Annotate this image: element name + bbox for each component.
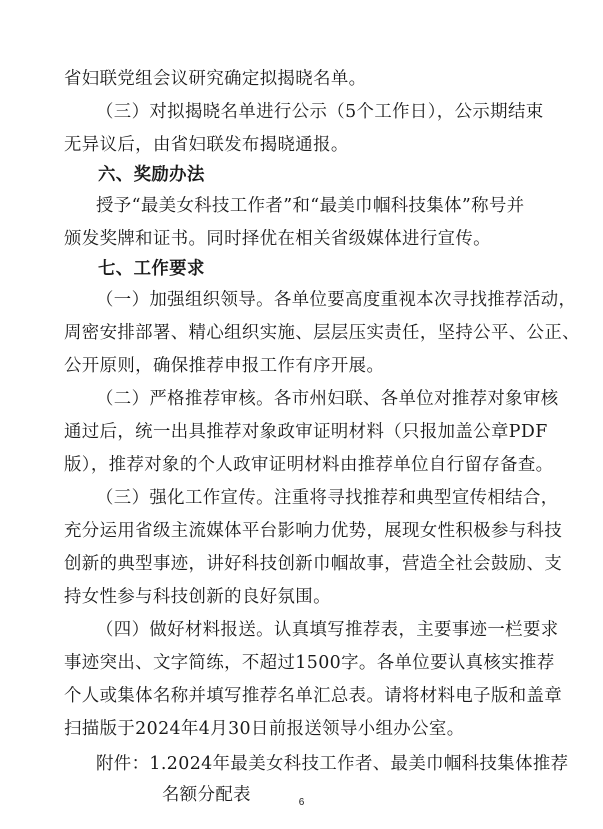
section-heading: 七、工作要求 <box>98 259 205 279</box>
text-line: （一）加强组织领导。各单位要高度重视本次寻找推荐活动， <box>96 290 577 310</box>
text-line: 版），推荐对象的个人政审证明材料由推荐单位自行留存备查。 <box>64 455 554 475</box>
text-line: （二）严格推荐审核。各市州妇联、各单位对推荐对象审核 <box>96 389 559 409</box>
text-line: 持女性参与科技创新的良好氛围。 <box>64 587 331 607</box>
text-line: 创新的典型事迹，讲好科技创新巾帼故事，营造全社会鼓励、支 <box>64 554 563 574</box>
text-line: （三）对拟揭晓名单进行公示（5个工作日），公示期结束 <box>96 102 544 122</box>
text-line: 公开原则，确保推荐申报工作有序开展。 <box>64 356 385 376</box>
text-line: 通过后，统一出具推荐对象政审证明材料（只报加盖公章PDF <box>64 422 548 442</box>
attachment-line: 名额分配表 <box>162 785 251 805</box>
section-heading: 六、奖励办法 <box>98 165 205 185</box>
text-line: 个人或集体名称并填写推荐名单汇总表。请将材料电子版和盖章 <box>64 686 563 706</box>
text-line: 扫描版于2024年4月30日前报送领导小组办公室。 <box>64 719 465 739</box>
text-line: （四）做好材料报送。认真填写推荐表，主要事迹一栏要求 <box>96 620 559 640</box>
text-line: 周密安排部署、精心组织实施、层层压实责任，坚持公平、公正、 <box>64 323 580 343</box>
text-line: （三）强化工作宣传。注重将寻找推荐和典型宣传相结合， <box>96 488 559 508</box>
text-line: 颁发奖牌和证书。同时择优在相关省级媒体进行宣传。 <box>64 229 491 249</box>
text-line: 充分运用省级主流媒体平台影响力优势，展现女性积极参与科技 <box>64 521 563 541</box>
text-line: 无异议后，由省妇联发布揭晓通报。 <box>64 135 349 155</box>
text-line: 授予“最美女科技工作者”和“最美巾帼科技集体”称号并 <box>96 196 525 216</box>
page-number: 6 <box>298 797 305 808</box>
text-line: 事迹突出、文字简练，不超过1500字。各单位要认真核实推荐 <box>64 653 555 673</box>
text-line: 省妇联党组会议研究确定拟揭晓名单。 <box>64 69 367 89</box>
attachment-line: 附件：1.2024年最美女科技工作者、最美巾帼科技集体推荐 <box>96 754 569 774</box>
